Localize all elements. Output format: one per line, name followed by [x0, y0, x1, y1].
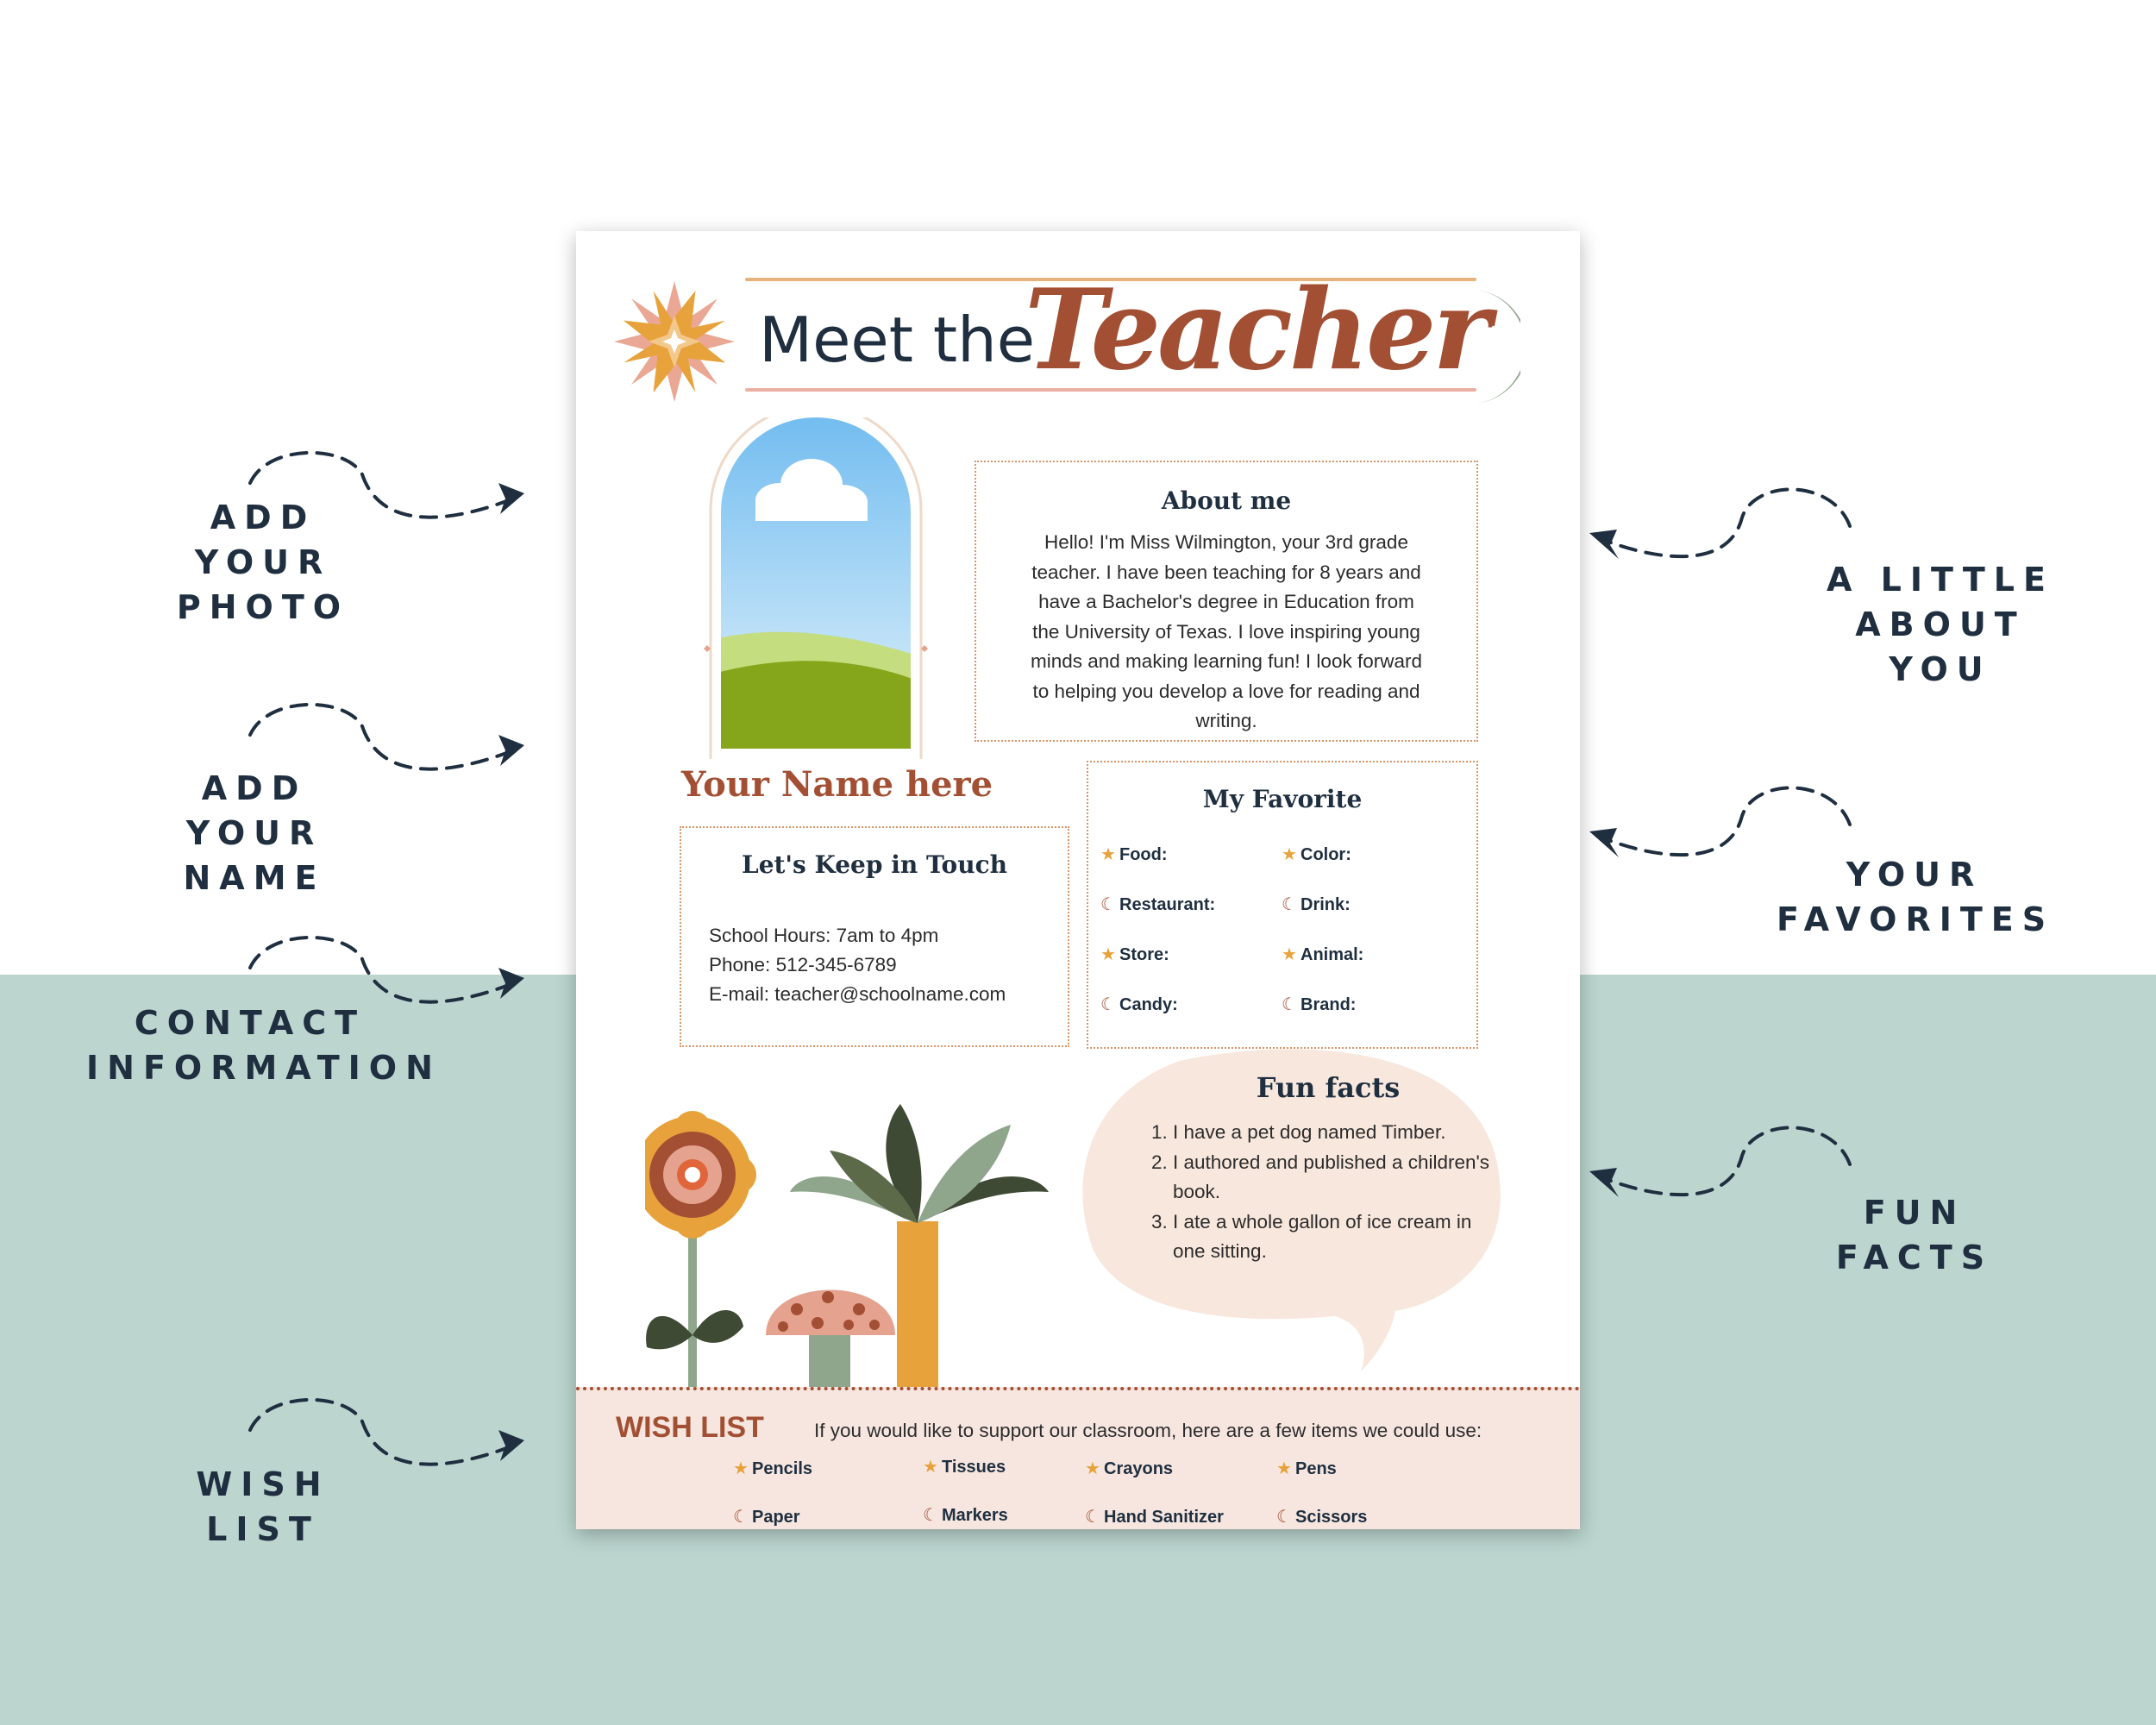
- star-icon: ★: [1100, 845, 1116, 864]
- moon-icon: ☾: [1100, 995, 1116, 1014]
- favorite-store: ★ Store:: [1099, 944, 1169, 965]
- wish-item-crayons: ★ Crayons: [1083, 1458, 1173, 1479]
- wish-list-title: WISH LIST: [616, 1411, 764, 1444]
- arrow-favorites-icon: [1591, 781, 1850, 894]
- about-me-text: [1002, 528, 1451, 737]
- callout-contact-information: CONTACT INFORMATION: [86, 1004, 442, 1087]
- moon-icon: ☾: [1276, 1508, 1292, 1527]
- arrow-about-icon: [1591, 483, 1850, 595]
- favorites-box: [1087, 761, 1478, 1049]
- fun-fact-item: 1. I have a pet dog named Timber.: [1173, 1118, 1501, 1148]
- favorites-heading: My Favorite: [1202, 785, 1363, 813]
- moon-icon: ☾: [1282, 895, 1297, 914]
- wish-list-intro: If you would like to support our classroom, here are a few items we could use:: [814, 1420, 1482, 1441]
- wish-item-markers: ☾ Markers: [921, 1504, 1008, 1526]
- title-teacher: Teacher: [1025, 266, 1488, 395]
- star-icon: ★: [1282, 945, 1297, 964]
- star-icon: ★: [1085, 1459, 1100, 1478]
- sun-star-icon: [612, 279, 736, 404]
- moon-icon: ☾: [1085, 1508, 1100, 1527]
- favorite-color: ★ Color:: [1280, 844, 1351, 865]
- wish-item-pencils: ★ Pencils: [731, 1458, 812, 1479]
- crescent-moon-icon: [1426, 288, 1520, 405]
- wish-item-pens: ★ Pens: [1275, 1458, 1337, 1479]
- favorite-candy: ☾ Candy:: [1099, 994, 1178, 1015]
- callout-add-photo: ADD YOUR PHOTO: [176, 499, 350, 626]
- wish-list-band: [576, 1387, 1580, 1529]
- star-icon: ★: [1276, 1459, 1292, 1478]
- about-line: to helping you develop a love for reading and: [1032, 680, 1420, 702]
- teacher-name[interactable]: Your Name here: [681, 764, 993, 805]
- moon-icon: ☾: [1282, 995, 1297, 1014]
- title-meet-the: Meet the: [759, 304, 1035, 376]
- favorite-restaurant: ☾ Restaurant:: [1099, 894, 1215, 915]
- wish-item-scissors: ☾ Scissors: [1275, 1506, 1367, 1527]
- wish-item-tissues: ★ Tissues: [921, 1456, 1006, 1477]
- callout-your-favorites: YOUR FAVORITES: [1777, 856, 2055, 938]
- fun-fact-item: 2. I authored and published a children's book.: [1173, 1148, 1501, 1208]
- about-me-heading: About me: [1161, 486, 1292, 515]
- photo-placeholder[interactable]: [704, 417, 928, 762]
- contact-box: [680, 826, 1069, 1047]
- about-line: have a Bachelor's degree in Education from: [1038, 591, 1414, 612]
- fun-facts-list: [1137, 1118, 1501, 1267]
- wish-item-paper: ☾ Paper: [731, 1506, 800, 1527]
- plants-illustration-icon: [645, 1102, 1128, 1389]
- star-icon: ★: [1100, 945, 1116, 964]
- about-line: Hello! I'm Miss Wilmington, your 3rd grade: [1044, 531, 1408, 553]
- email-address: E-mail: teacher@schoolname.com: [709, 983, 1006, 1005]
- wish-item-hand-sanitizer: ☾ Hand Sanitizer: [1083, 1506, 1224, 1527]
- about-line: the University of Texas. I love inspiring young: [1032, 620, 1420, 643]
- about-line: teacher. I have been teaching for 8 years and: [1031, 561, 1421, 583]
- about-line: minds and making learning fun! I look forward: [1031, 650, 1422, 672]
- arrow-photo-icon: [250, 448, 509, 561]
- star-icon: ★: [1282, 845, 1297, 864]
- callout-a-little-about-you: A LITTLE ABOUT YOU: [1827, 561, 2054, 688]
- star-icon: ★: [733, 1459, 749, 1478]
- favorite-animal: ★ Animal:: [1280, 944, 1363, 965]
- callout-wish-list: WISH LIST: [196, 1465, 330, 1548]
- favorite-drink: ☾ Drink:: [1280, 894, 1351, 915]
- favorite-food: ★ Food:: [1099, 844, 1168, 865]
- arrow-contact-icon: [250, 933, 509, 1045]
- teacher-flyer: [576, 231, 1580, 1529]
- fun-fact-item: 3. I ate a whole gallon of ice cream in one sitting.: [1173, 1208, 1501, 1267]
- moon-icon: ☾: [733, 1508, 749, 1527]
- about-me-box: [975, 461, 1478, 742]
- moon-icon: ☾: [1100, 895, 1116, 914]
- school-hours: School Hours: 7am to 4pm: [709, 925, 939, 946]
- callout-add-name: ADD YOUR NAME: [183, 769, 326, 897]
- contact-heading: Let's Keep in Touch: [742, 850, 1007, 879]
- arrow-name-icon: [250, 700, 509, 812]
- moon-icon: ☾: [923, 1506, 938, 1525]
- star-icon: ★: [923, 1458, 938, 1477]
- arrow-wish-list-icon: [250, 1396, 509, 1508]
- about-line: writing.: [1195, 710, 1257, 731]
- phone-number: Phone: 512-345-6789: [709, 954, 897, 975]
- arrow-fun-facts-icon: [1591, 1121, 1850, 1233]
- fun-facts-heading: Fun facts: [1256, 1071, 1401, 1104]
- callout-fun-facts: FUN FACTS: [1835, 1194, 1994, 1276]
- favorite-brand: ☾ Brand:: [1280, 994, 1356, 1015]
